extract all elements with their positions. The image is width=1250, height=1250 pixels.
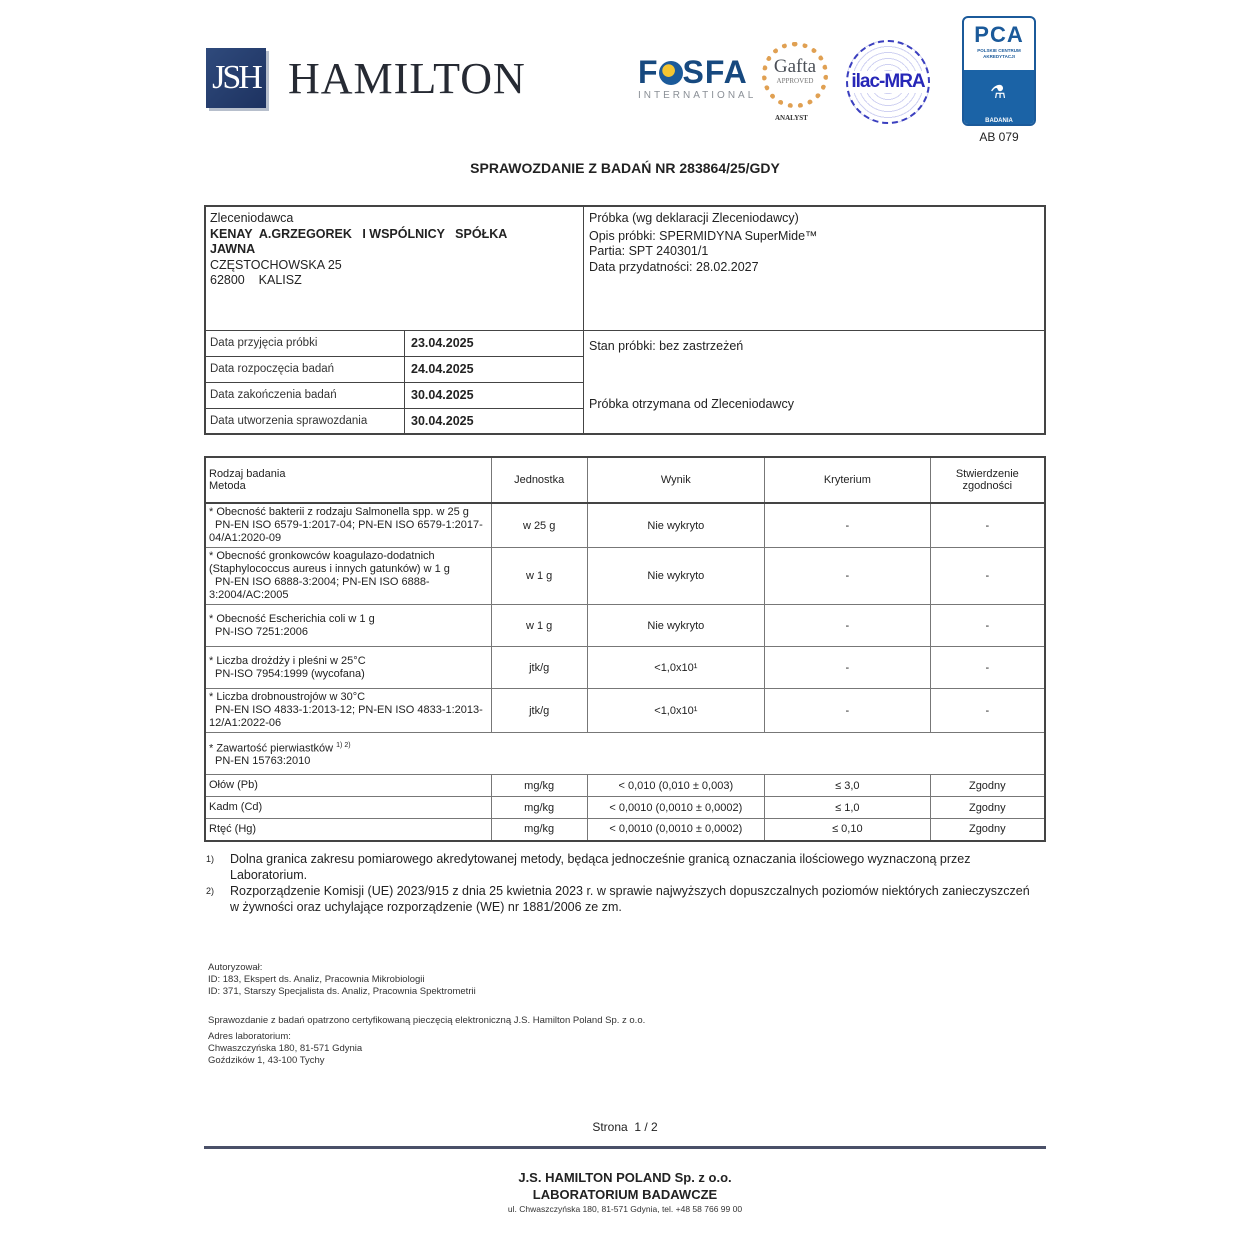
lab-address-line: Chwaszczyńska 180, 81-571 Gdynia [208, 1043, 363, 1054]
gafta-logo [762, 42, 828, 108]
result-cell: Nie wykryto [587, 548, 765, 605]
sample-cell [585, 207, 1044, 331]
footnote [206, 851, 1036, 883]
criterion-cell: - [765, 605, 931, 647]
test-name: * Zawartość pierwiastków [209, 742, 334, 755]
test-cell [205, 605, 491, 647]
ilac-mra-logo [846, 40, 930, 124]
date-row [206, 331, 584, 357]
client-cell [206, 207, 584, 331]
unit-cell: w 1 g [491, 548, 587, 605]
footnote-refs: 1) 2) [336, 741, 351, 749]
authorization-block [208, 962, 476, 998]
element-name-cell: Kadm (Cd) [205, 797, 491, 819]
date-value: 30.04.2025 [411, 388, 474, 402]
gafta-wordmark: Gafta [773, 56, 817, 77]
report-title: SPRAWOZDANIE Z BADAŃ NR 283864/25/GDY [470, 160, 780, 176]
test-method: PN-ISO 7251:2006 [215, 625, 308, 638]
footer [0, 1169, 1250, 1214]
date-value: 24.04.2025 [411, 362, 474, 376]
globe-icon [659, 61, 683, 85]
unit-cell: mg/kg [491, 819, 587, 841]
element-name-cell: Rtęć (Hg) [205, 819, 491, 841]
date-label: Data rozpoczęcia badań [210, 363, 335, 375]
test-cell [205, 503, 491, 548]
conformity-cell: - [930, 605, 1045, 647]
pca-badge: BADANIA [985, 118, 1013, 124]
criterion-cell: - [765, 689, 931, 733]
sample-batch: Partia: SPT 240301/1 [589, 244, 709, 258]
conformity-cell: Zgodny [930, 797, 1045, 819]
date-label: Data zakończenia badań [210, 389, 337, 401]
criterion-cell: ≤ 3,0 [765, 775, 931, 797]
gafta-approved: APPROVED [776, 77, 814, 85]
test-method: PN-EN ISO 4833-1:2013-12; PN-EN ISO 4833-1:2013-12/A1:2022-06 [209, 704, 483, 729]
header-method-label: Metoda [209, 480, 246, 492]
results-table [204, 456, 1046, 842]
fosfa-subtitle: INTERNATIONAL [638, 90, 757, 101]
unit-cell: w 1 g [491, 605, 587, 647]
sample-expiry: Data przydatności: 28.02.2027 [589, 259, 759, 274]
table-row [205, 503, 1045, 548]
criterion-cell: ≤ 0,10 [765, 819, 931, 841]
lab-address-label: Adres laboratorium: [208, 1031, 291, 1042]
seal-note: Sprawozdanie z badań opatrzono certyfikowaną pieczęcią elektroniczną J.S. Hamilton Poland Sp. z o.o. [208, 1015, 646, 1026]
criterion-cell: ≤ 1,0 [765, 797, 931, 819]
sample-status-cell [585, 331, 1044, 433]
authorizer-line: ID: 371, Starszy Specjalista ds. Analiz, Pracownia Spektrometrii [208, 986, 476, 997]
date-label: Data przyjęcia próbki [210, 337, 318, 349]
table-row [205, 689, 1045, 733]
element-name-cell: Ołów (Pb) [205, 775, 491, 797]
footnote-number: 1) [206, 854, 215, 864]
client-address-line2: 62800 KALISZ [210, 273, 302, 287]
sample-condition: Stan próbki: bez zastrzeżeń [589, 339, 744, 353]
footer-contact: ul. Chwaszczyńska 180, 81-571 Gdynia, tel. +48 58 766 99 00 [507, 1204, 743, 1214]
date-row [206, 409, 584, 433]
footnote-number: 2) [206, 886, 215, 896]
unit-cell: mg/kg [491, 775, 587, 797]
pca-wordmark: PCA [974, 22, 1024, 47]
footnote-text: Dolna granica zakresu pomiarowego akredytowanej metody, będąca jednocześnie granicą oznaczania ilościowego wyznaczoną przez Laboratorium. [230, 852, 971, 882]
footnote [206, 883, 1036, 915]
header-unit: Jednostka [491, 457, 587, 503]
result-cell: <1,0x10¹ [587, 647, 765, 689]
result-cell: Nie wykryto [587, 503, 765, 548]
test-name: * Obecność gronkowców koagulazo-dodatnich (Staphylococcus aureus i innych gatunków) w 1 g [209, 550, 450, 575]
lab-address-block [208, 1031, 362, 1067]
page-number: Strona 1 / 2 [592, 1120, 658, 1134]
unit-cell: jtk/g [491, 647, 587, 689]
sample-description: Opis próbki: SPERMIDYNA SuperMide™ [589, 228, 818, 243]
header-test-type [205, 457, 491, 503]
client-label: Zleceniodawca [210, 211, 294, 225]
fosfa-logo [638, 56, 756, 101]
criterion-cell: - [765, 548, 931, 605]
test-name: * Obecność Escherichia coli w 1 g [209, 612, 375, 625]
client-address-line1: CZĘSTOCHOWSKA 25 [210, 257, 342, 272]
result-cell: < 0,010 (0,010 ± 0,003) [587, 775, 765, 797]
table-group-row [205, 733, 1045, 775]
lab-address-line: Goździków 1, 43-100 Tychy [208, 1055, 325, 1066]
test-method: PN-EN ISO 6579-1:2017-04; PN-EN ISO 6579-1:2017-04/A1:2020-09 [209, 519, 483, 544]
table-row [205, 548, 1045, 605]
test-cell [205, 548, 491, 605]
footer-company: J.S. HAMILTON POLAND Sp. z o.o. [518, 1170, 732, 1185]
footer-lab: LABORATORIUM BADAWCZE [532, 1187, 718, 1202]
flask-icon: ⚗ [990, 82, 1007, 102]
hamilton-logo [206, 48, 526, 108]
test-method: PN-EN ISO 6888-3:2004; PN-EN ISO 6888-3:2004/AC:2005 [209, 576, 430, 601]
test-cell [205, 647, 491, 689]
date-value: 23.04.2025 [411, 336, 474, 350]
unit-cell: jtk/g [491, 689, 587, 733]
table-row [205, 647, 1045, 689]
conformity-cell: - [930, 689, 1045, 733]
test-name: * Liczba drożdży i pleśni w 25°C [209, 654, 366, 667]
date-value: 30.04.2025 [411, 414, 474, 428]
header-result: Wynik [587, 457, 765, 503]
client-name-line1: KENAY A.GRZEGOREK I WSPÓLNICY SPÓŁKA [210, 226, 508, 241]
conformity-cell: - [930, 548, 1045, 605]
footnote-text: Rozporządzenie Komisji (UE) 2023/915 z dnia 25 kwietnia 2023 r. w sprawie najwyższych dopuszczalnych poziomów niektórych zanieczyszczeń w żywności oraz uchylające rozporządzenie (WE) nr 1881/2006 ze zm. [230, 884, 1030, 914]
header-test-type-label: Rodzaj badania [209, 468, 286, 480]
footer-divider [204, 1146, 1046, 1149]
conformity-cell: Zgodny [930, 819, 1045, 841]
test-cell [205, 689, 491, 733]
header-conformity [930, 457, 1045, 503]
unit-cell: w 25 g [491, 503, 587, 548]
pca-accreditation-logo [962, 16, 1036, 126]
pca-subtitle-1: POLSKIE CENTRUM [977, 48, 1021, 53]
ilac-mra-wordmark: ilac-MRA [851, 71, 925, 92]
header-conformity-line1: Stwierdzenie [955, 468, 1019, 480]
test-method: PN-EN 15763:2010 [215, 755, 311, 768]
test-name: * Liczba drobnoustrojów w 30°C [209, 691, 366, 703]
table-row [205, 819, 1045, 841]
date-row [206, 357, 584, 383]
authorizer-line: ID: 183, Ekspert ds. Analiz, Pracownia Mikrobiologii [208, 974, 425, 985]
date-label: Data utworzenia sprawozdania [210, 415, 368, 427]
test-name: * Obecność bakterii z rodzaju Salmonella spp. w 25 g [209, 506, 469, 518]
table-row [205, 605, 1045, 647]
conformity-cell: - [930, 647, 1045, 689]
sample-origin: Próbka otrzymana od Zleceniodawcy [589, 397, 794, 411]
elements-group-cell [205, 733, 1045, 775]
conformity-cell: Zgodny [930, 775, 1045, 797]
result-cell: < 0,0010 (0,0010 ± 0,0002) [587, 819, 765, 841]
authorization-label: Autoryzował: [208, 962, 263, 973]
client-name-line2: JAWNA [210, 242, 256, 256]
test-method: PN-ISO 7954:1999 (wycofana) [215, 667, 365, 680]
unit-cell: mg/kg [491, 797, 587, 819]
criterion-cell: - [765, 647, 931, 689]
sample-label: Próbka (wg deklaracji Zleceniodawcy) [589, 211, 799, 225]
header-criterion: Kryterium [765, 457, 931, 503]
result-cell: < 0,0010 (0,0010 ± 0,0002) [587, 797, 765, 819]
results-header-row [205, 457, 1045, 503]
header-conformity-line2: zgodności [962, 480, 1013, 492]
date-row [206, 383, 584, 409]
gafta-caption: ANALYST [775, 114, 808, 122]
result-cell: Nie wykryto [587, 605, 765, 647]
result-cell: <1,0x10¹ [587, 689, 765, 733]
fosfa-wordmark: F SFA [638, 54, 748, 90]
company-wordmark: HAMILTON [288, 53, 526, 103]
table-row [205, 797, 1045, 819]
conformity-cell: - [930, 503, 1045, 548]
report-info-table [204, 205, 1046, 435]
accreditation-number: AB 079 [979, 130, 1019, 144]
criterion-cell: - [765, 503, 931, 548]
table-row [205, 775, 1045, 797]
jsh-monogram-icon: JSH [206, 48, 266, 108]
pca-subtitle-2: AKREDYTACJI [983, 54, 1015, 59]
